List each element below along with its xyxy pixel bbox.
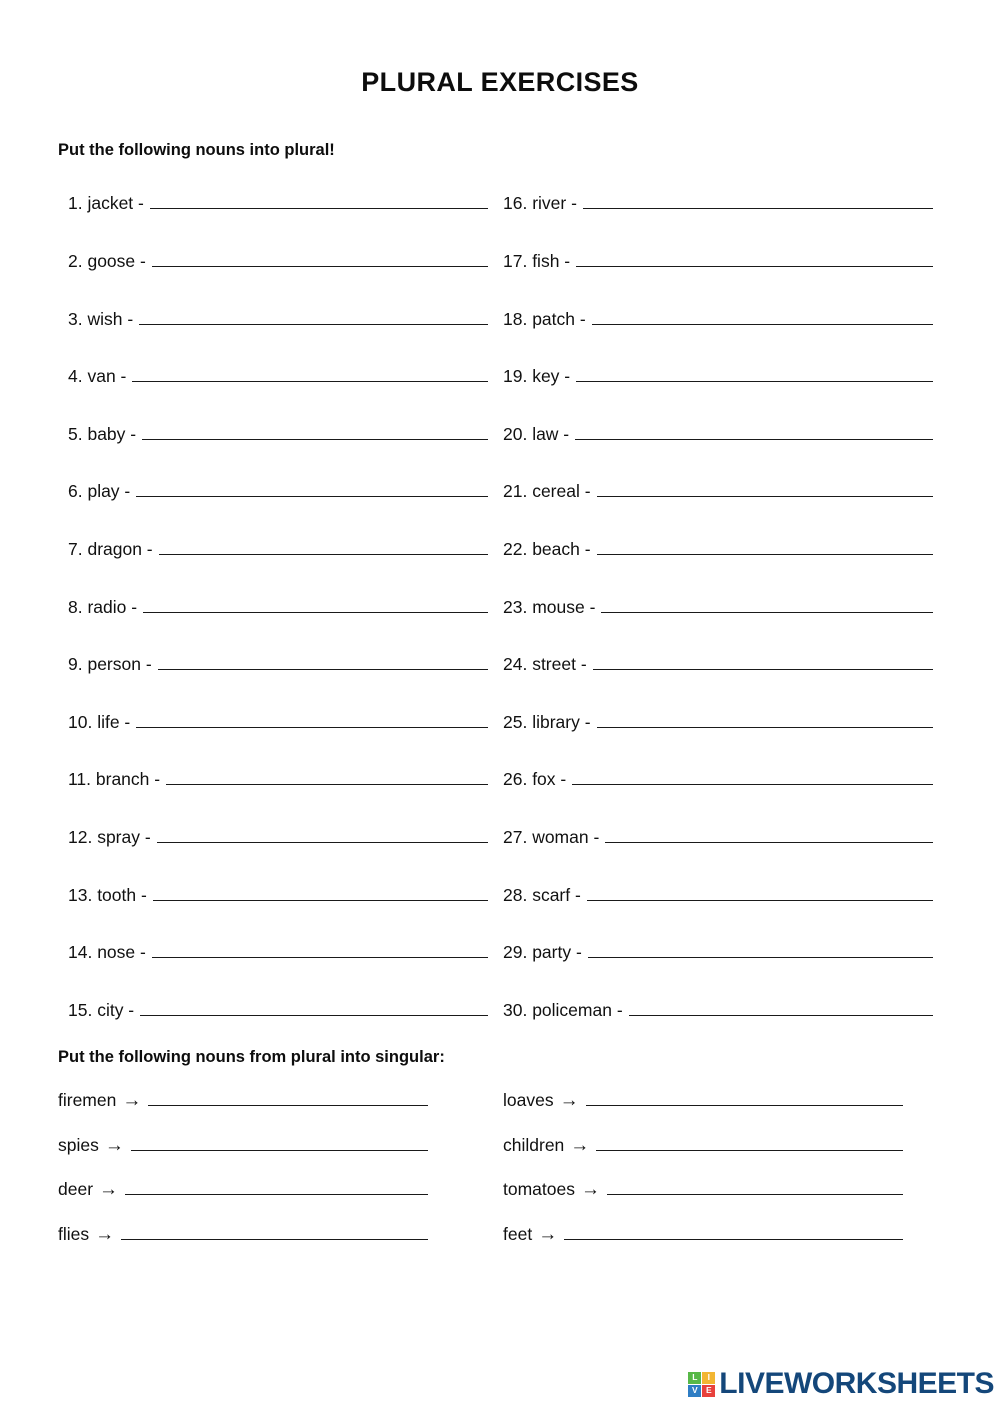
item-label: 10. life - — [68, 711, 131, 732]
item-label: 16. river - — [503, 193, 577, 214]
list-item[interactable] — [58, 1224, 428, 1269]
item-label: 27. woman - — [503, 827, 600, 848]
item-label: 25. library - — [503, 711, 591, 732]
list-item[interactable] — [503, 366, 933, 424]
arrow-right-icon: → — [99, 1179, 119, 1201]
answer-blank[interactable] — [576, 251, 933, 267]
answer-blank[interactable] — [166, 769, 488, 785]
answer-blank[interactable] — [597, 712, 933, 728]
answer-blank[interactable] — [601, 597, 933, 613]
list-item[interactable] — [68, 481, 488, 539]
answer-blank[interactable] — [593, 654, 933, 670]
logo-wordmark: LIVEWORKSHEETS — [719, 1367, 994, 1400]
item-label: 4. van - — [68, 366, 127, 387]
list-item[interactable] — [68, 539, 488, 597]
answer-blank[interactable] — [152, 251, 488, 267]
answer-blank[interactable] — [125, 1179, 428, 1195]
item-label: 5. baby - — [68, 423, 137, 444]
list-item[interactable] — [503, 539, 933, 597]
item-label: 23. mouse - — [503, 596, 596, 617]
answer-blank[interactable] — [139, 309, 488, 325]
answer-blank[interactable] — [588, 942, 933, 958]
list-item[interactable] — [503, 942, 933, 1000]
logo-tile-l: L — [688, 1372, 701, 1384]
item-label: 15. city - — [68, 999, 135, 1020]
item-label: 2. goose - — [68, 251, 146, 272]
item-label: 13. tooth - — [68, 884, 147, 905]
list-item[interactable] — [68, 885, 488, 943]
list-item[interactable] — [503, 1179, 903, 1224]
list-item[interactable] — [503, 1090, 903, 1135]
item-label: deer — [58, 1179, 94, 1200]
arrow-right-icon: → — [122, 1090, 142, 1112]
list-item[interactable] — [68, 424, 488, 482]
list-item[interactable] — [503, 827, 933, 885]
section-heading-plural: Put the following nouns into plural! — [58, 140, 335, 159]
answer-blank[interactable] — [152, 942, 488, 958]
item-label: 6. play - — [68, 481, 131, 502]
item-label: 9. person - — [68, 654, 152, 675]
answer-blank[interactable] — [136, 481, 488, 497]
answer-blank[interactable] — [583, 193, 933, 209]
item-label: tomatoes — [503, 1179, 575, 1200]
list-item[interactable] — [503, 769, 933, 827]
answer-blank[interactable] — [605, 827, 933, 843]
list-item[interactable] — [503, 309, 933, 367]
singular-column-left — [58, 1090, 428, 1268]
item-label: 1. jacket - — [68, 193, 144, 214]
answer-blank[interactable] — [576, 366, 933, 382]
singular-exercise-section — [0, 1048, 1000, 1290]
liveworksheets-logo[interactable] — [688, 1367, 994, 1401]
list-item[interactable] — [503, 481, 933, 539]
list-item[interactable] — [68, 942, 488, 1000]
answer-blank[interactable] — [575, 424, 933, 440]
logo-tile-e: E — [702, 1385, 715, 1397]
item-label: 30. policeman - — [503, 999, 623, 1020]
answer-blank[interactable] — [596, 1135, 903, 1151]
answer-blank[interactable] — [564, 1224, 903, 1240]
item-label: 3. wish - — [68, 308, 134, 329]
item-label: 29. party - — [503, 942, 582, 963]
answer-blank[interactable] — [153, 885, 488, 901]
item-label: 24. street - — [503, 654, 587, 675]
list-item[interactable] — [68, 597, 488, 655]
answer-blank[interactable] — [157, 827, 488, 843]
answer-blank[interactable] — [150, 193, 488, 209]
item-label: 17. fish - — [503, 251, 571, 272]
answer-blank[interactable] — [572, 769, 933, 785]
answer-blank[interactable] — [132, 366, 488, 382]
list-item[interactable] — [68, 769, 488, 827]
item-label: loaves — [503, 1090, 554, 1111]
answer-blank[interactable] — [121, 1224, 428, 1240]
answer-blank[interactable] — [587, 885, 933, 901]
arrow-right-icon: → — [95, 1223, 115, 1245]
item-label: 18. patch - — [503, 308, 586, 329]
item-label: flies — [58, 1223, 90, 1244]
list-item[interactable] — [58, 1179, 428, 1224]
logo-tiles-icon — [688, 1372, 715, 1397]
section-heading-singular: Put the following nouns from plural into singular: — [58, 1048, 445, 1067]
list-item[interactable] — [68, 366, 488, 424]
list-item[interactable] — [68, 193, 488, 251]
answer-blank[interactable] — [597, 481, 933, 497]
list-item[interactable] — [68, 654, 488, 712]
list-item[interactable] — [68, 827, 488, 885]
logo-tile-v: V — [688, 1385, 701, 1397]
page-title: PLURAL EXERCISES — [361, 67, 639, 97]
answer-blank[interactable] — [586, 1090, 903, 1106]
list-item[interactable] — [503, 1135, 903, 1180]
list-item[interactable] — [68, 309, 488, 367]
answer-blank[interactable] — [159, 539, 488, 555]
answer-blank[interactable] — [136, 712, 488, 728]
list-item[interactable] — [58, 1135, 428, 1180]
item-label: 14. nose - — [68, 942, 146, 963]
plural-column-right — [503, 193, 933, 1057]
list-item[interactable] — [68, 712, 488, 770]
item-label: 26. fox - — [503, 769, 567, 790]
logo-tile-i: I — [702, 1372, 715, 1384]
arrow-right-icon: → — [570, 1134, 590, 1156]
item-label: children — [503, 1134, 565, 1155]
arrow-right-icon: → — [580, 1179, 600, 1201]
list-item[interactable] — [503, 193, 933, 251]
singular-exercise-grid — [0, 1090, 1000, 1290]
answer-blank[interactable] — [158, 654, 488, 670]
plural-column-left — [68, 193, 488, 1057]
item-label: 7. dragon - — [68, 539, 153, 560]
item-label: 28. scarf - — [503, 884, 581, 905]
item-label: 22. beach - — [503, 539, 591, 560]
list-item[interactable] — [503, 1224, 903, 1269]
list-item[interactable] — [503, 424, 933, 482]
list-item[interactable] — [503, 654, 933, 712]
arrow-right-icon: → — [538, 1223, 558, 1245]
answer-blank[interactable] — [143, 597, 488, 613]
item-label: feet — [503, 1223, 533, 1244]
item-label: spies — [58, 1134, 99, 1155]
arrow-right-icon: → — [559, 1090, 579, 1112]
list-item[interactable] — [503, 885, 933, 943]
item-label: 11. branch - — [68, 769, 161, 790]
plural-exercise-grid — [0, 193, 1000, 1028]
item-label: 20. law - — [503, 423, 570, 444]
answer-blank[interactable] — [592, 309, 933, 325]
item-label: 19. key - — [503, 366, 571, 387]
answer-blank[interactable] — [597, 539, 933, 555]
answer-blank[interactable] — [142, 424, 488, 440]
singular-column-right — [503, 1090, 903, 1268]
item-label: 12. spray - — [68, 827, 151, 848]
list-item[interactable] — [503, 712, 933, 770]
item-label: 21. cereal - — [503, 481, 591, 502]
list-item[interactable] — [58, 1090, 428, 1135]
answer-blank[interactable] — [140, 1000, 488, 1016]
item-label: 8. radio - — [68, 596, 138, 617]
arrow-right-icon: → — [104, 1134, 124, 1156]
list-item[interactable] — [503, 251, 933, 309]
list-item[interactable] — [503, 597, 933, 655]
list-item[interactable] — [68, 251, 488, 309]
answer-blank[interactable] — [629, 1000, 933, 1016]
item-label: firemen — [58, 1090, 117, 1111]
answer-blank[interactable] — [131, 1135, 428, 1151]
answer-blank[interactable] — [148, 1090, 428, 1106]
answer-blank[interactable] — [607, 1179, 903, 1195]
